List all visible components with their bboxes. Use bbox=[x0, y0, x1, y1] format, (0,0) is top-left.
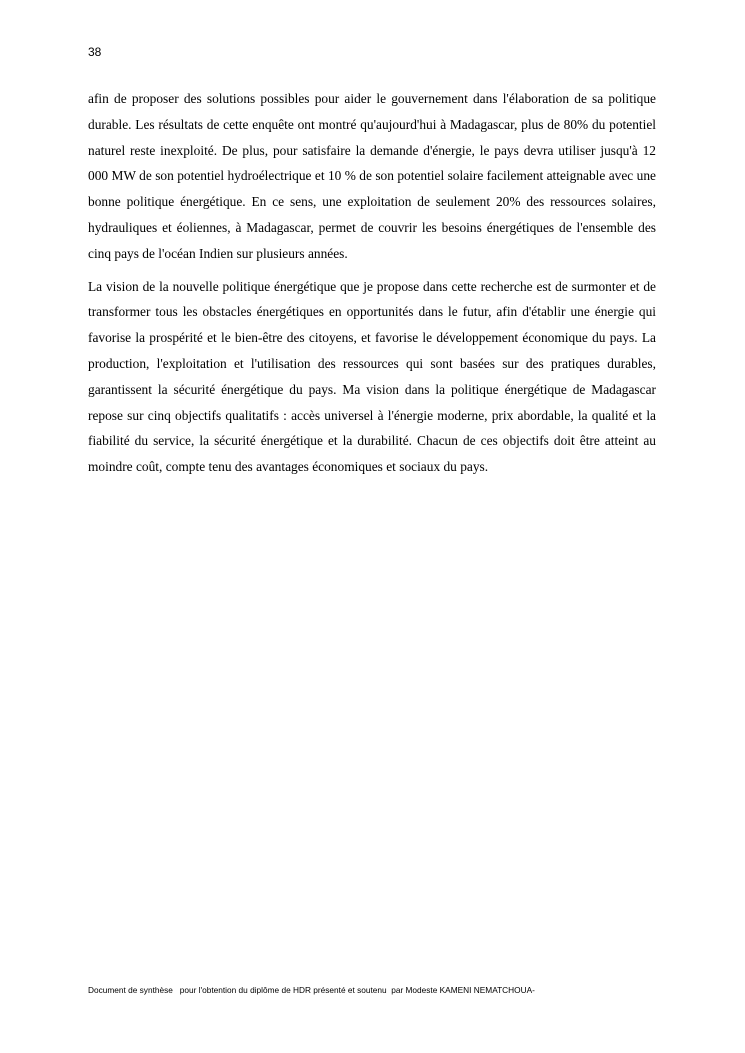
paragraph-1: afin de proposer des solutions possibles pour aider le gouvernement dans l'élaboration de sa politique durable. Les résultats de cette enquête ont montré qu'aujourd'hui à Madagascar, plus de 80% du potentiel naturel reste inexploité. De plus, pour satisfaire la demande d'énergie, le pays devra utiliser jusqu'à 12 000 MW de son potentiel hydroélectrique et 10 % de son potentiel solaire facilement atteignable avec une bonne politique énergétique. En ce sens, une exploitation de seulement 20% des ressources solaires, hydrauliques et éoliennes, à Madagascar, permet de couvrir les besoins énergétiques de l'ensemble des cinq pays de l'océan Indien sur plusieurs années. bbox=[88, 91, 656, 261]
document-body bbox=[88, 86, 656, 487]
page-footer: Document de synthèse pour l'obtention du diplôme de HDR présenté et soutenu par Modeste KAMENI NEMATCHOUA- bbox=[88, 985, 535, 995]
page-number: 38 bbox=[88, 45, 102, 59]
paragraph-2: La vision de la nouvelle politique énergétique que je propose dans cette recherche est de surmonter et de transformer tous les obstacles énergétiques en opportunités dans le futur, afin d'établir une énergie qui favorise la prospérité et le bien-être des citoyens, et favorise le développement économique du pays. La production, l'exploitation et l'utilisation des ressources qui sont basées sur des pratiques durables, garantissent la sécurité énergétique du pays. Ma vision dans la politique énergétique de Madagascar repose sur cinq objectifs qualitatifs : accès universel à l'énergie moderne, prix abordable, la qualité et la fiabilité du service, la sécurité énergétique et la durabilité. Chacun de ces objectifs doit être atteint au moindre coût, compte tenu des avantages économiques et sociaux du pays. bbox=[88, 278, 656, 475]
